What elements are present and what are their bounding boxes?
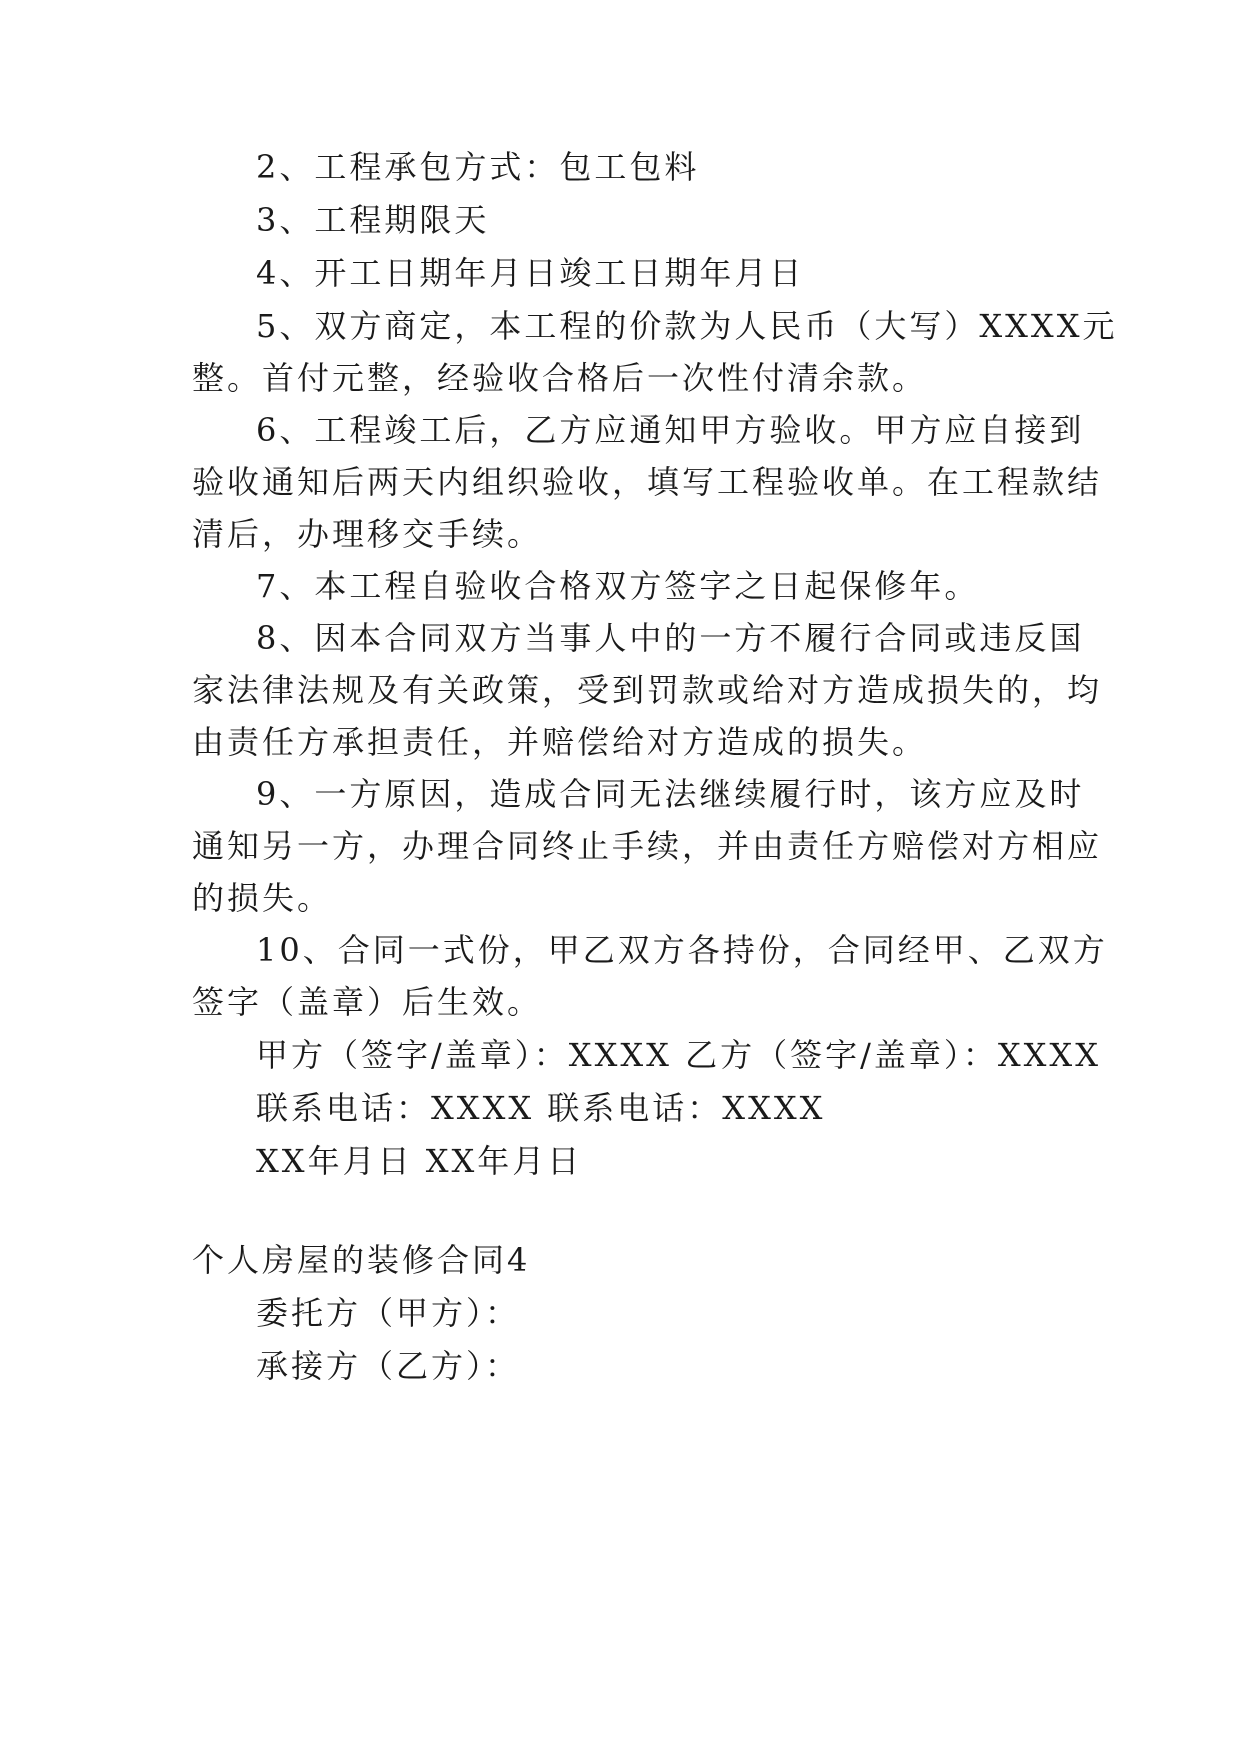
party-b-label: 承接方（乙方）： xyxy=(256,1347,521,1385)
signature-parties: 甲方（签字/盖章）：XXXX 乙方（签字/盖章）：XXXX xyxy=(256,1036,1101,1074)
clause-6-line-3: 清后，办理移交手续。 xyxy=(192,515,543,553)
clause-4: 4、开工日期年月日竣工日期年月日 xyxy=(256,254,805,292)
clause-2: 2、工程承包方式：包工包料 xyxy=(256,148,700,186)
next-contract-title: 个人房屋的装修合同4 xyxy=(192,1241,531,1279)
clause-7: 7、本工程自验收合格双方签字之日起保修年。 xyxy=(256,567,980,605)
clause-10-line-1: 10、合同一式份，甲乙双方各持份，合同经甲、乙双方 xyxy=(256,931,1108,969)
clause-8-line-3: 由责任方承担责任，并赔偿给对方造成的损失。 xyxy=(192,723,928,761)
signature-phones: 联系电话：XXXX 联系电话：XXXX xyxy=(256,1089,826,1127)
clause-9-line-1: 9、一方原因，造成合同无法继续履行时，该方应及时 xyxy=(256,775,1085,813)
clause-9-line-3: 的损失。 xyxy=(192,879,333,917)
party-a-label: 委托方（甲方）： xyxy=(256,1294,521,1332)
clause-3: 3、工程期限天 xyxy=(256,201,490,239)
clause-5-line-2: 整。首付元整，经验收合格后一次性付清余款。 xyxy=(192,359,928,397)
clause-6-line-2: 验收通知后两天内组织验收，填写工程验收单。在工程款结 xyxy=(192,463,1103,501)
signature-dates: XX年月日 XX年月日 xyxy=(256,1142,583,1180)
clause-10-line-2: 签字（盖章）后生效。 xyxy=(192,983,543,1021)
clause-9-line-2: 通知另一方，办理合同终止手续，并由责任方赔偿对方相应 xyxy=(192,827,1103,865)
clause-8-line-1: 8、因本合同双方当事人中的一方不履行合同或违反国 xyxy=(256,619,1085,657)
clause-5-line-1: 5、双方商定，本工程的价款为人民币（大写）XXXX元 xyxy=(256,307,1118,345)
clause-6-line-1: 6、工程竣工后，乙方应通知甲方验收。甲方应自接到 xyxy=(256,411,1085,449)
clause-8-line-2: 家法律法规及有关政策，受到罚款或给对方造成损失的，均 xyxy=(192,671,1103,709)
